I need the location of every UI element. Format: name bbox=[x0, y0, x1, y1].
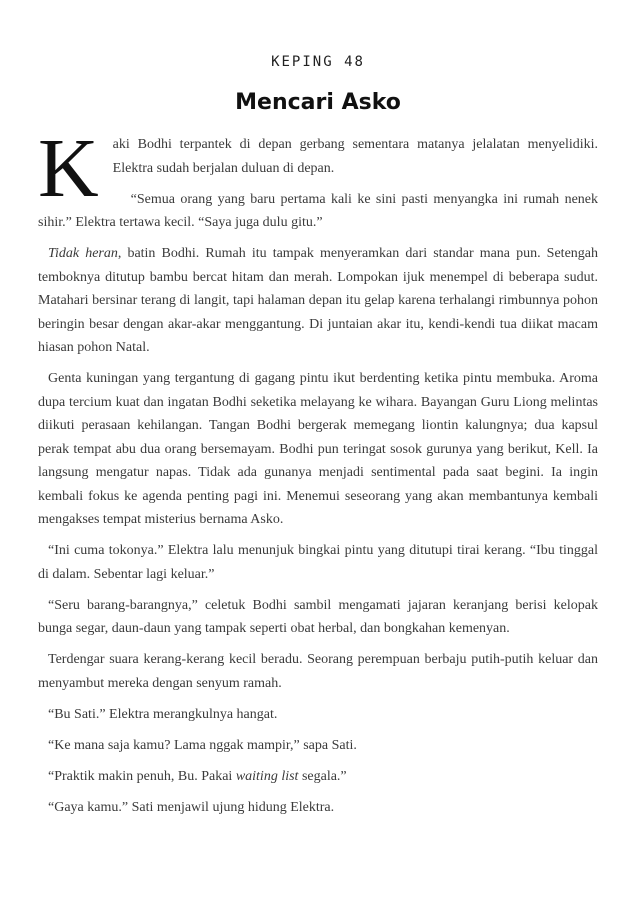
paragraph bbox=[38, 648, 598, 695]
chapter-title: Mencari Asko bbox=[235, 90, 401, 115]
paragraph-text: “Seru barang-barangnya,” celetuk Bodhi sambil mengamati jajaran keranjang berisi kelopak bunga segar, daun-daun yang tampak seperti obat herbal, dan bongkahan kemenyan. bbox=[38, 597, 598, 636]
paragraph-text: “Ini cuma tokonya.” Elektra lalu menunjuk bingkai pintu yang ditutupi tirai kerang. “Ibu tinggal di dalam. Sebentar lagi keluar.” bbox=[38, 543, 598, 582]
paragraph bbox=[38, 703, 598, 727]
paragraph bbox=[38, 367, 598, 532]
italic-text: waiting list bbox=[235, 768, 299, 784]
paragraph bbox=[38, 242, 598, 360]
paragraph bbox=[38, 188, 598, 235]
paragraph-text: “Gaya kamu.” Sati menjawil ujung hidung Elektra. bbox=[48, 799, 335, 815]
paragraph bbox=[38, 734, 598, 758]
drop-cap: K bbox=[38, 122, 99, 215]
paragraph bbox=[38, 133, 598, 180]
paragraph bbox=[38, 539, 598, 586]
paragraph bbox=[38, 796, 598, 820]
chapter-label: KEPING 48 bbox=[271, 54, 365, 70]
paragraph bbox=[38, 594, 598, 641]
paragraph-text: aki Bodhi terpantek di depan gerbang sementara matanya jelalatan menyelidiki. Elektra sudah berjalan duluan di depan. bbox=[112, 137, 598, 176]
paragraph-text: , batin Bodhi. Rumah itu tampak menyeramkan dari standar mana pun. Setengah temboknya ditutup bambu bercat hitam dan merah. Lompokan ijuk menempel di beberapa sudut. Matahari bersinar terang di langit, tapi halaman depan itu gelap karena terhalangi rimbunnya pohon beringin besar dengan akar-akar menggantung. Di juntaian akar itu, kendi-kendi tua diikat macam hiasan pohon Natal. bbox=[38, 246, 598, 355]
paragraph-text: “Bu Sati.” Elektra merangkulnya hangat. bbox=[48, 706, 278, 722]
paragraph-text: “Ke mana saja kamu? Lama nggak mampir,” sapa Sati. bbox=[48, 737, 357, 753]
chapter-body bbox=[38, 122, 598, 827]
paragraph-text: segala.” bbox=[298, 768, 347, 784]
paragraph-list bbox=[38, 122, 598, 819]
paragraph bbox=[38, 765, 598, 789]
italic-text: Tidak heran bbox=[48, 246, 118, 261]
paragraph-text: Genta kuningan yang tergantung di gagang pintu ikut berdenting ketika pintu membuka. Aroma dupa tercium kuat dan ingatan Bodhi seketika melayang ke wihara. Bayangan Guru Liong melintas diikuti perasaan kehilangan. Tangan Bodhi bergerak memegang liontin kalungnya; dua kapsul perak tempat abu dua orang bersemayam. Bodhi pun teringat sosok gurunya yang berikut, Kell. Ia langsung mengatur napas. Tidak ada gunanya menjadi sentimental pada saat begini. Ia ingin kembali fokus ke agenda penting pagi ini. Menemui seseorang yang akan membantunya kembali mengakses tempat misterius bernama Asko. bbox=[38, 371, 598, 527]
paragraph-text: “Praktik makin penuh, Bu. Pakai bbox=[48, 768, 236, 784]
paragraph-text: “Semua orang yang baru pertama kali ke sini pasti menyangka ini rumah nenek sihir.” Elektra tertawa kecil. “Saya juga dulu gitu.” bbox=[38, 191, 598, 230]
paragraph-text: Terdengar suara kerang-kerang kecil beradu. Seorang perempuan berbaju putih-putih keluar dan menyambut mereka dengan senyum ramah. bbox=[38, 652, 598, 691]
